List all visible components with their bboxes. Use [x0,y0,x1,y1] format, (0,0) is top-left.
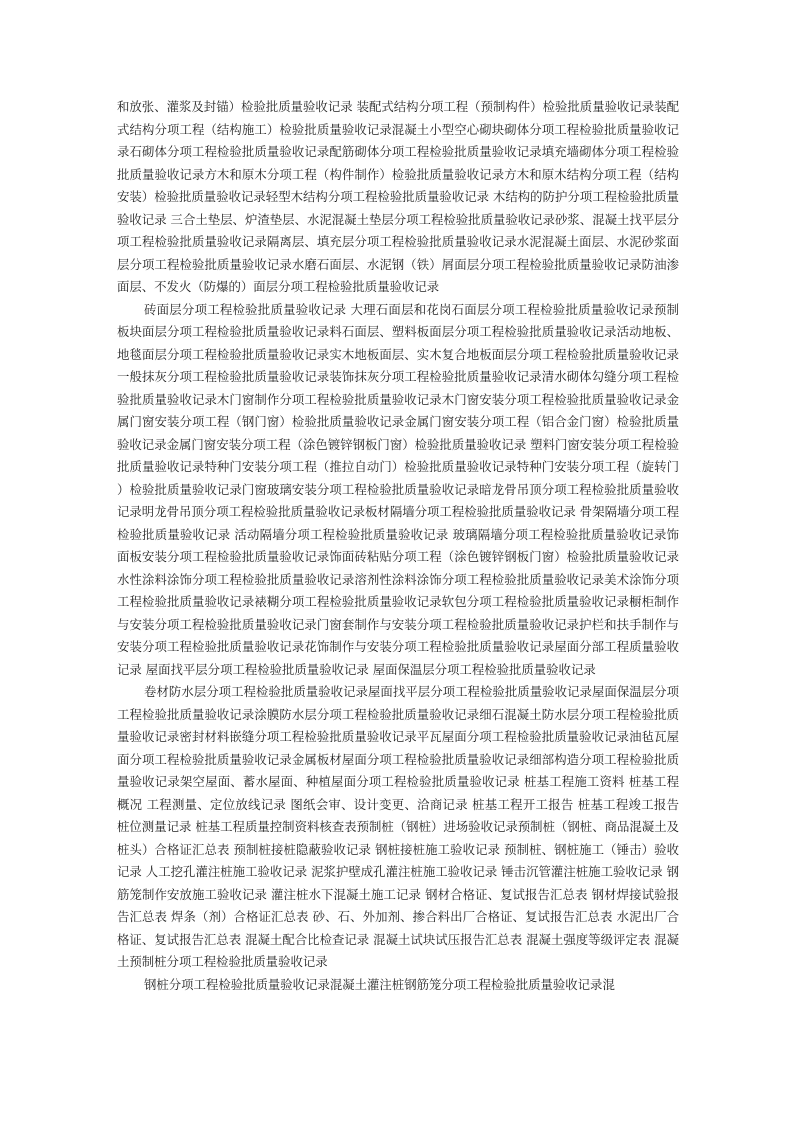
paragraph-3: 卷材防水层分项工程检验批质量验收记录屋面找平层分项工程检验批质量验收记录屋面保温层分项工程检验批质量验收记录涂膜防水层分项工程检验批质量验收记录细石混凝土防水层分项工程检验批质量验收记录密封材料嵌缝分项工程检验批质量验收记录平瓦屋面分项工程检验批质量验收记录油毡瓦屋面分项工程检验批质量验收记录金属板材屋面分项工程检验批质量验收记录细部构造分项工程检验批质量验收记录架空屋面、蓄水屋面、种植屋面分项工程检验批质量验收记录 桩基工程施工资料 桩基工程概况 工程测量、定位放线记录 图纸会审、设计变更、洽商记录 桩基工程开工报告 桩基工程竣工报告 桩位测量记录 桩基工程质量控制资料核查表预制桩（钢桩）进场验收记录预制桩（钢桩、商品混凝土及桩头）合格证汇总表 预制桩接桩隐蔽验收记录 钢桩接桩施工验收记录 预制桩、钢桩施工（锤击）验收记录 人工挖孔灌注桩施工验收记录 泥浆护壁成孔灌注桩施工验收记录 锤击沉管灌注桩施工验收记录 钢筋笼制作安放施工验收记录 灌注桩水下混凝土施工记录 钢材合格证、复试报告汇总表 钢材焊接试验报告汇总表 焊条（剂）合格证汇总表 砂、石、外加剂、掺合料出厂合格证、复试报告汇总表 水泥出厂合格证、复试报告汇总表 混凝土配合比检查记录 混凝土试块试压报告汇总表 混凝土强度等级评定表 混凝土预制桩分项工程检验批质量验收记录 [117,684,679,969]
paragraph-4: 钢桩分项工程检验批质量验收记录混凝土灌注桩钢筋笼分项工程检验批质量验收记录混 [144,976,615,992]
paragraph-1: 和放张、灌浆及封锚）检验批质量验收记录 装配式结构分项工程（预制构件）检验批质量验收记录装配式结构分项工程（结构施工）检验批质量验收记录混凝土小型空心砌块砌体分项工程检验批质量验收记录石砌体分项工程检验批质量验收记录配筋砌体分项工程检验批质量验收记录填充墙砌体分项工程检验批质量验收记录方木和原木分项工程（构件制作）检验批质量验收记录方木和原木结构分项工程（结构安装）检验批质量验收记录轻型木结构分项工程检验批质量验收记录 木结构的防护分项工程检验批质量验收记录 三合土垫层、炉渣垫层、水泥混凝土垫层分项工程检验批质量验收记录砂浆、混凝土找平层分项工程检验批质量验收记录隔离层、填充层分项工程检验批质量验收记录水泥混凝土面层、水泥砂浆面层分项工程检验批质量验收记录水磨石面层、水泥钢（铁）屑面层分项工程检验批质量验收记录防油渗面层、不发火（防爆的）面层分项工程检验批质量验收记录 [117,99,679,294]
document-body [117,96,679,996]
paragraph-2: 砖面层分项工程检验批质量验收记录 大理石面层和花岗石面层分项工程检验批质量验收记录预制板块面层分项工程检验批质量验收记录料石面层、塑料板面层分项工程检验批质量验收记录活动地板、地毯面层分项工程检验批质量验收记录实木地板面层、实木复合地板面层分项工程检验批质量验收记录一般抹灰分项工程检验批质量验收记录装饰抹灰分项工程检验批质量验收记录清水砌体勾缝分项工程检验批质量验收记录木门窗制作分项工程检验批质量验收记录木门窗安装分项工程检验批质量验收记录金属门窗安装分项工程（钢门窗）检验批质量验收记录金属门窗安装分项工程（铝合金门窗）检验批质量验收记录金属门窗安装分项工程（涂色镀锌钢板门窗）检验批质量验收记录 塑料门窗安装分项工程检验批质量验收记录特种门安装分项工程（推拉自动门）检验批质量验收记录特种门安装分项工程（旋转门）检验批质量验收记录门窗玻璃安装分项工程检验批质量验收记录暗龙骨吊顶分项工程检验批质量验收记录明龙骨吊顶分项工程检验批质量验收记录板材隔墙分项工程检验批质量验收记录 骨架隔墙分项工程检验批质量验收记录 活动隔墙分项工程检验批质量验收记录 玻璃隔墙分项工程检验批质量验收记录饰面板安装分项工程检验批质量验收记录饰面砖粘贴分项工程（涂色镀锌钢板门窗）检验批质量验收记录水性涂料涂饰分项工程检验批质量验收记录溶剂性涂料涂饰分项工程检验批质量验收记录美术涂饰分项工程检验批质量验收记录裱糊分项工程检验批质量验收记录软包分项工程检验批质量验收记录橱柜制作与安装分项工程检验批质量验收记录门窗套制作与安装分项工程检验批质量验收记录护栏和扶手制作与安装分项工程检验批质量验收记录花饰制作与安装分项工程检验批质量验收记录屋面分部工程质量验收记录 屋面找平层分项工程检验批质量验收记录 屋面保温层分项工程检验批质量验收记录 [117,301,679,677]
